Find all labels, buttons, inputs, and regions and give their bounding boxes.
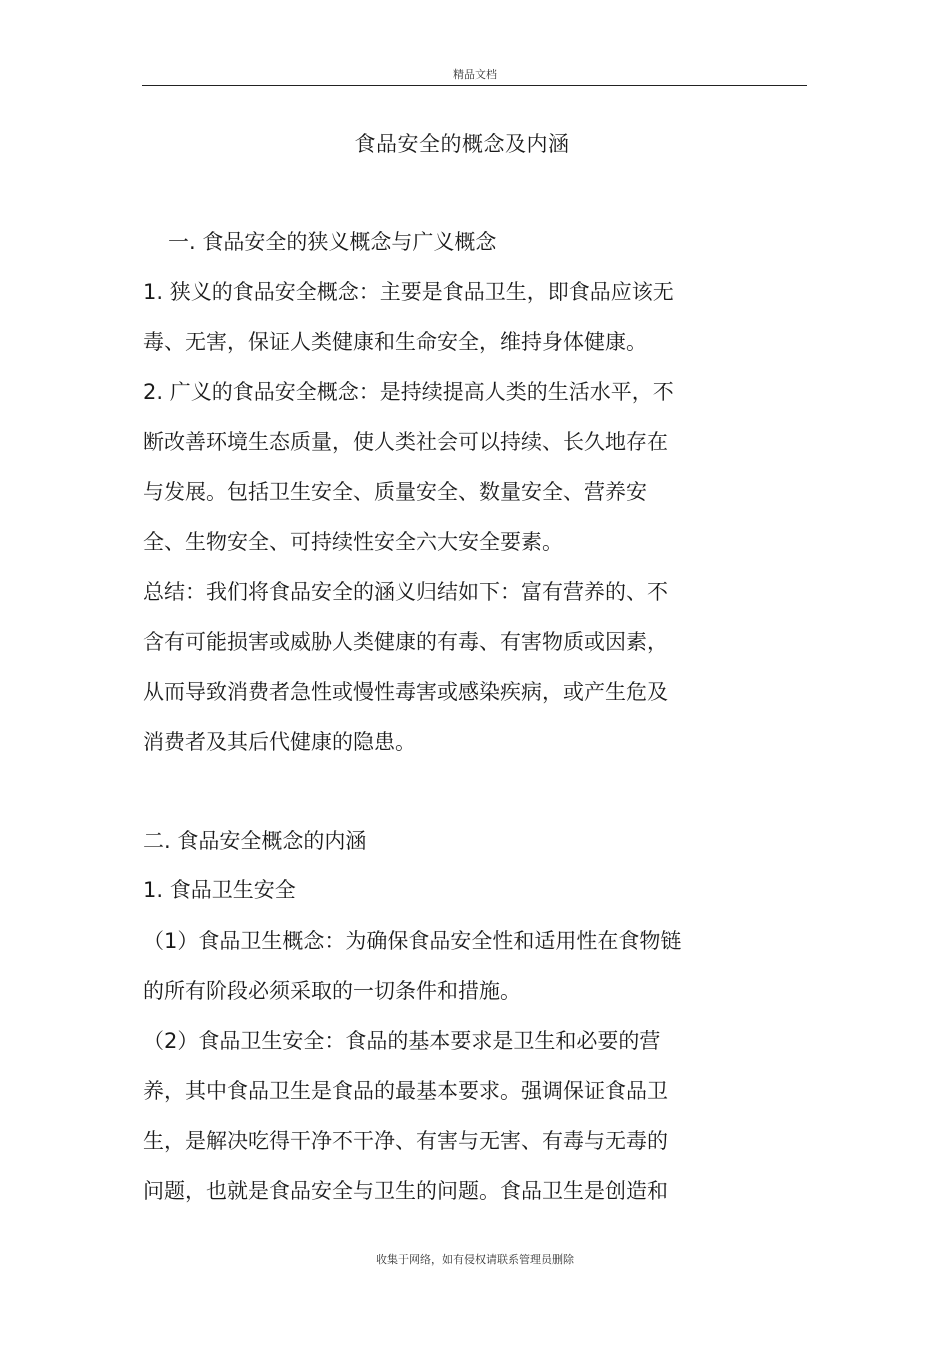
body-line: 1. 狭义的食品安全概念：主要是食品卫生，即食品应该无	[143, 280, 674, 304]
body-line: 从而导致消费者急性或慢性毒害或感染疾病，或产生危及	[143, 680, 668, 704]
body-line: 问题，也就是食品安全与卫生的问题。食品卫生是创造和	[143, 1179, 668, 1203]
body-line: 养，其中食品卫生是食品的最基本要求。强调保证食品卫	[143, 1079, 668, 1103]
body-line: 全、生物安全、可持续性安全六大安全要素。	[143, 530, 563, 554]
header-rule	[142, 85, 807, 86]
body-line: 含有可能损害或威胁人类健康的有毒、有害物质或因素，	[143, 630, 668, 654]
page-footer: 收集于网络，如有侵权请联系管理员删除	[376, 1253, 574, 1266]
body-line: 断改善环境生态质量，使人类社会可以持续、长久地存在	[143, 430, 668, 454]
header-text: 精品文档	[453, 68, 497, 81]
body-line: （2）食品卫生安全：食品的基本要求是卫生和必要的营	[143, 1029, 661, 1053]
body-line: 2. 广义的食品安全概念：是持续提高人类的生活水平，不	[143, 380, 674, 404]
body-line: 毒、无害，保证人类健康和生命安全，维持身体健康。	[143, 330, 647, 354]
document-title: 食品安全的概念及内涵	[354, 132, 570, 156]
subsection-heading: 1. 食品卫生安全	[143, 878, 296, 902]
section-heading-2: 二. 食品安全概念的内涵	[143, 829, 367, 853]
body-line: 的所有阶段必须采取的一切条件和措施。	[143, 979, 521, 1003]
body-line: 总结：我们将食品安全的涵义归结如下：富有营养的、不	[143, 580, 668, 604]
section-heading-1: 一. 食品安全的狭义概念与广义概念	[168, 230, 497, 254]
body-line: （1）食品卫生概念：为确保食品安全性和适用性在食物链	[143, 929, 682, 953]
body-line: 与发展。包括卫生安全、质量安全、数量安全、营养安	[143, 480, 647, 504]
body-line: 生，是解决吃得干净不干净、有害与无害、有毒与无毒的	[143, 1129, 668, 1153]
body-line: 消费者及其后代健康的隐患。	[143, 730, 416, 754]
